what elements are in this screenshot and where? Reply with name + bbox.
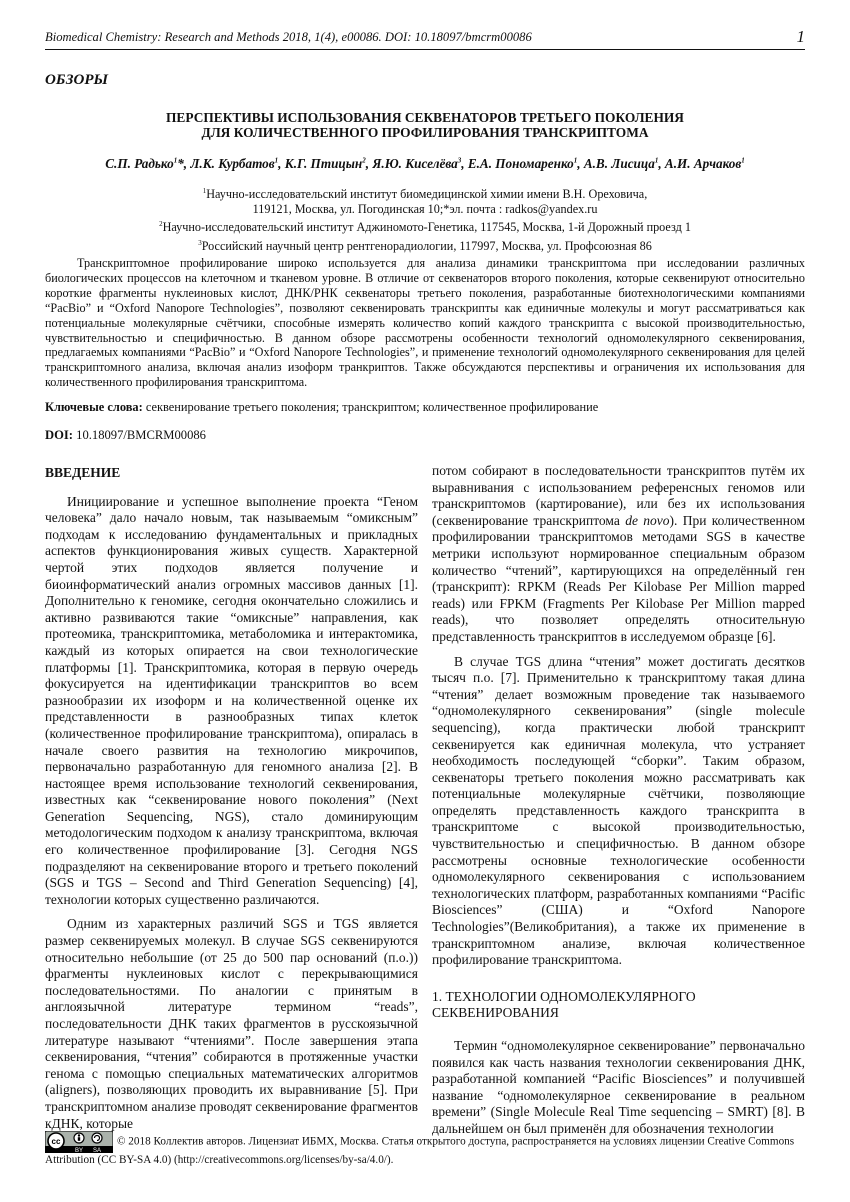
author: Л.К. Курбатов$^1$ [190,156,279,171]
license-footer [45,1131,805,1167]
title-line-2: ДЛЯ КОЛИЧЕСТВЕННОГО ПРОФИЛИРОВАНИЯ ТРАНСКРИПТОМА [201,125,649,140]
author: А.И. Арчаков$^1$ [664,156,745,171]
doi-value: 10.18097/BMCRM00086 [73,428,206,442]
svg-text:BY: BY [74,1148,84,1153]
affiliation-1-address: 119121, Москва, ул. Погодинская 10;*эл. почта : radkos@yandex.ru [252,202,598,217]
title-line-1: ПЕРСПЕКТИВЫ ИСПОЛЬЗОВАНИЯ СЕКВЕНАТОРОВ ТРЕТЬЕГО ПОКОЛЕНИЯ [166,110,684,125]
abstract: Транскриптомное профилирование широко используется для анализа динамики транскриптома при исследовании различных биологических процессов на клеточном и тканевом уровне. В отличие от секвенаторов второго поколения, которые секвенируют относительно короткие фрагменты нуклеиновых кислот, ДНК/РНК секвенаторы третьего поколения, разработанные биотехнологическими компаниями “PacBio” и “Oxford Nanopore Technologies”, позволяют секвенировать транскрипты как единичные молекулы и могут рассматриваться как потенциальные молекулярные счётчики, способные измерять количество копий каждого транскрипта с высокой производительностью, чувствительностью и специфичностью. В данном обзоре рассмотрены особенности технологий одномолекулярного секвенирования, предлагаемых компаниями “PacBio” и “Oxford Nanopore Technologies”, и применение технологий одномолекулярного секвенирования для целей транскриптомного анализа, включая анализ изоформ транкриптов. Также обсуждаются перспективы и ограничения их использования для количественного профилирования транскриптома. [45,256,805,390]
intro-heading: ВВЕДЕНИЕ [45,465,121,480]
keywords [45,400,805,415]
affiliations [45,184,805,254]
paragraph: Одним из характерных различий SGS и TGS является размер секвенируемых молекул. В случае SGS секвенируются относительно небольшие (от 25 до 500 пар оснований (п.о.)) фрагменты нуклеиновых кислот с перекрывающимися последовательностями. По аналогии с принятым в англоязычной литературе термином “reads”, последовательности ДНК таких фрагментов в русскоязычной литературе называют “чтениями”. После завершения этапа секвенирования, “чтения” собираются в протяженные участки генома с помощью специальных математических алгоритмов (aligners), позволяющих проводить их выравнивание [5]. При транскриптомном анализе проводят секвенирование фрагментов кДНК, которые [45,916,418,1131]
author-list: С.П. Радько$^1$*, Л.К. Курбатов$^1$, К.Г. Птицын$^2$, Я.Ю. Киселёва$^3$, Е.А. Пономаренко$^1$, А.В. Лисица$^1$, А.И. Арчаков$^1$ [105,156,745,171]
paragraph: Инициирование и успешное выполнение проекта “Геном человека” дало начало новым, так называемым “омиксным” подходам к исследованию фундаментальных и прикладных аспектов функционирования живых существ. Характерной чертой этих подходов является получение и биоинформатический анализ огромных массивов данных [1]. Дополнительно к геномике, сегодня окончательно сложились и активно развиваются такие “омиксные” направления, как протеомика, транскриптомика, метаболомика и интерактомика, каждый из которых опирается на свои технологические платформы [1]. Транскриптомика, которая в первую очередь фокусируется на идентификации транскриптов во всем разнообразии их изоформ и на количественной оценке их представленности в разнообразных типах клеток (количественное профилирование транскриптома), опиралась в начале своего развития на технологию микрочипов, первоначально разработанную для геномного анализа [2]. В настоящее время использование технологий секвенирования, известных как “секвенирование нового поколения” (Next Generation Sequencing, NGS), стало доминирующим методологическим подходом к анализу транскриптома, включая его количественное профилирование [3]. Сегодня NGS подразделяют на секвенирование второго и третьего поколений (SGS и TGS – Second and Third Generation Sequencing) [4], технологии которых существенно различаются. [45,493,418,907]
left-column [45,463,418,1132]
right-column [432,463,805,1138]
page-number: 1 [796,27,805,46]
author: Я.Ю. Киселёва$^3$ [372,156,462,171]
keywords-text: секвенирование третьего поколения; транскриптом; количественное профилирование [142,400,599,414]
section-label: ОБЗОРЫ [45,72,109,88]
section-1-heading: 1. ТЕХНОЛОГИИ ОДНОМОЛЕКУЛЯРНОГО СЕКВЕНИРОВАНИЯ [432,988,696,1021]
doi-label: DOI: [45,428,73,442]
paragraph: В случае TGS длина “чтения” может достигать десятков тысяч п.о. [7]. Применительно к транскриптому такая длина “чтения” делает возможным проведение так называемого “одномолекулярного секвенирования” (single molecule sequencing), когда практически любой транскрипт секвенируется как единичная молекула, что устраняет необходимость последующей “сборки”. Таким образом, секвенаторы третьего поколения можно рассматривать как потенциальные молекулярные счётчики, позволяющие определять представленность каждого транскрипта в транскриптоме с высокой производительностью, чувствительностью и специфичностью. В данном обзоре рассмотрены основные технологические особенности одномолекулярного секвенирования с использованием технологических платформ, разработанных компаниями “Pacific Biosciences” (США) и “Oxford Nanopore Technologies”(Великобритания), а также их применение в транскриптомном анализе, включая количественное профилирование транскриптома. [432,653,805,968]
paragraph: потом собирают в последовательности транскриптов путём их выравнивания с использованием референсных геномов или транскриптомов (картирование), или без их использования (секвенирование транскриптома de novo). При количественном профилировании транскриптомов методами SGS в качестве метрики используют нормированное специальным образом количество “чтений”, картирующихся на определённый ген (транскрипт): RPKM (Reads Per Kilobase Per Million mapped reads) или FPKM (Fragments Per Kilobase Per Million mapped reads), что позволяет определять относительную представленность транскриптов в исследуемом образце [6]. [432,463,805,644]
author: К.Г. Птицын$^2$ [284,156,366,171]
author: С.П. Радько$^1$* [105,156,184,171]
author: Е.А. Пономаренко$^1$ [467,156,578,171]
cc-by-sa-license-icon [45,1131,113,1153]
keywords-label: Ключевые слова: [45,400,143,414]
paragraph: Термин “одномолекулярное секвенирование” первоначально появился как часть названия технологии секвенирования ДНК, разработанной компанией “Pacific Biosciences” и получившей название “одномолекулярное секвенирование в реальном времени” (Single Molecule Real Time sequencing – SMRT) [8]. В дальнейшем он был применён для обозначения технологии [432,1038,805,1136]
affiliation-2: $^2$Научно-исследовательский институт Аджиномото-Генетика, 117545, Москва, 1-й Дорожный проезд 1 [159,220,691,235]
article-title [45,110,805,140]
journal-citation: Biomedical Chemistry: Research and Methods 2018, 1(4), e00086. DOI: 10.18097/bmcrm00086 [45,30,532,44]
svg-text:SA: SA [92,1148,102,1153]
license-text: © 2018 Коллектив авторов. Лицензиат ИБМХ, Москва. Статья открытого доступа, распространяется на условиях лицензии Creative Commons Attribution (CC BY-SA 4.0) (http://creativecommons.org/licenses/by-sa/4.0/). [45,1135,795,1166]
running-header [45,27,805,50]
affiliation-3: $^3$Российский научный центр рентгенорадиологии, 117997, Москва, ул. Профсоюзная 86 [198,238,652,253]
doi [45,428,206,443]
author: А.В. Лисица$^1$ [583,156,659,171]
svg-text:cc: cc [51,1137,61,1146]
affiliation-1: $^1$Научно-исследовательский институт биомедицинской химии имени В.Н. Ореховича, [202,187,648,202]
